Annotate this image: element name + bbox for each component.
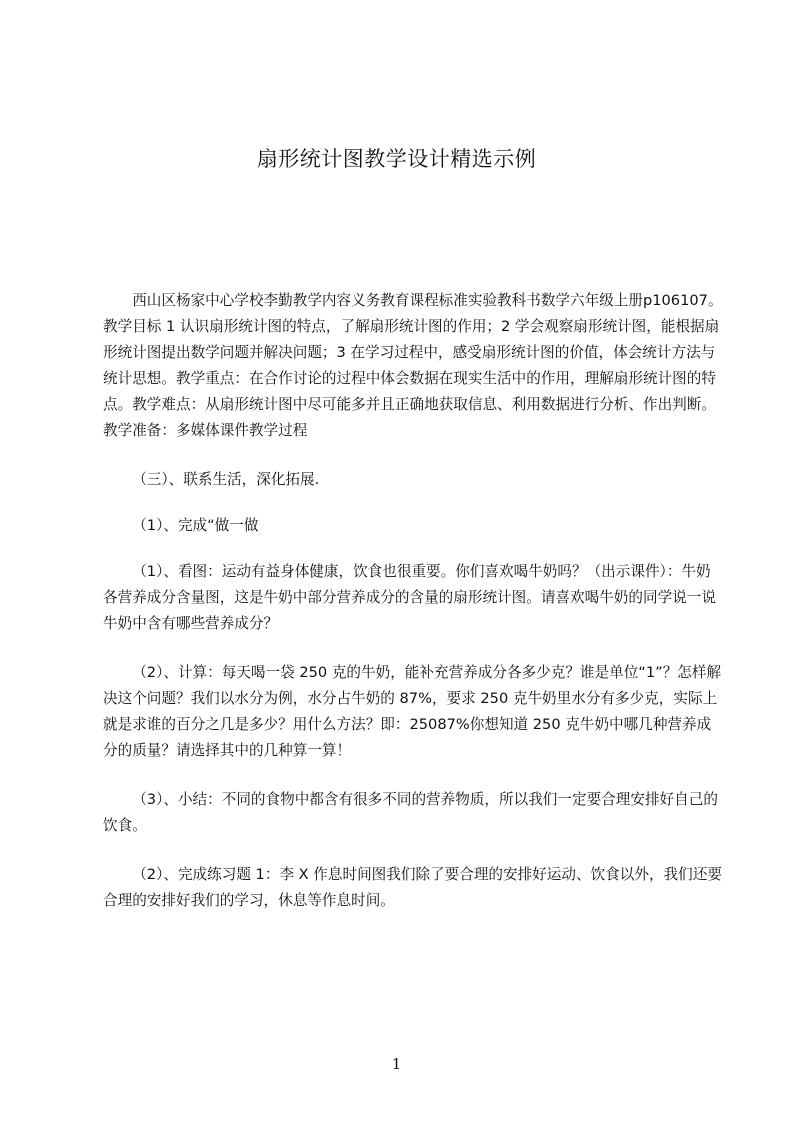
paragraph-look-at-chart: （1）、看图：运动有益身体健康，饮食也很重要。你们喜欢喝牛奶吗？（出示课件）：牛奶各营养成分含量图，这是牛奶中部分营养成分的含量的扇形统计图。请喜欢喝牛奶的同学说一说牛奶中含有哪些营养成分？ <box>103 563 716 632</box>
document-title: 扇形统计图教学设计精选示例 <box>256 147 537 171</box>
page-number: 1 <box>391 1055 402 1073</box>
paragraph-practice: （2）、完成练习题 1：李 X 作息时间图我们除了要合理的安排好运动、饮食以外，我们还要合理的安排好我们的学习，休息等作息时间。 <box>103 866 722 909</box>
paragraph-exercise-heading: （1）、完成“做一做 <box>132 517 259 534</box>
paragraph-summary: （3）、小结：不同的食物中都含有很多不同的营养物质，所以我们一定要合理安排好自己的饮食。 <box>103 791 718 834</box>
paragraph-section-three: （三）、联系生活，深化拓展. <box>132 471 320 488</box>
paragraph-calculation: （2）、计算：每天喝一袋 250 克的牛奶，能补充营养成分各多少克？谁是单位“1”？怎样解决这个问题？我们以水分为例，水分占牛奶的 87%，要求 250 克牛奶里水分有多少克，实际上就是求谁的百分之几是多少？用什么方法？即：25087%你想知道 250 克牛奶中哪几种营养成分的质量？请选择其中的几种算一算！ <box>103 664 722 759</box>
document-body <box>103 288 723 914</box>
paragraph-intro: 西山区杨家中心学校李勤教学内容义务教育课程标准实验教科书数学六年级上册p106107。教学目标 1 认识扇形统计图的特点，了解扇形统计图的作用；2 学会观察扇形统计图，能根据扇形统计图提出数学问题并解决问题；3 在学习过程中，感受扇形统计图的价值，体会统计方法与统计思想。教学重点：在合作讨论的过程中体会数据在现实生活中的作用，理解扇形统计图的特点。教学难点：从扇形统计图中尽可能多并且正确地获取信息、利用数据进行分析、作出判断。教学准备：多媒体课件教学过程 <box>103 292 723 439</box>
